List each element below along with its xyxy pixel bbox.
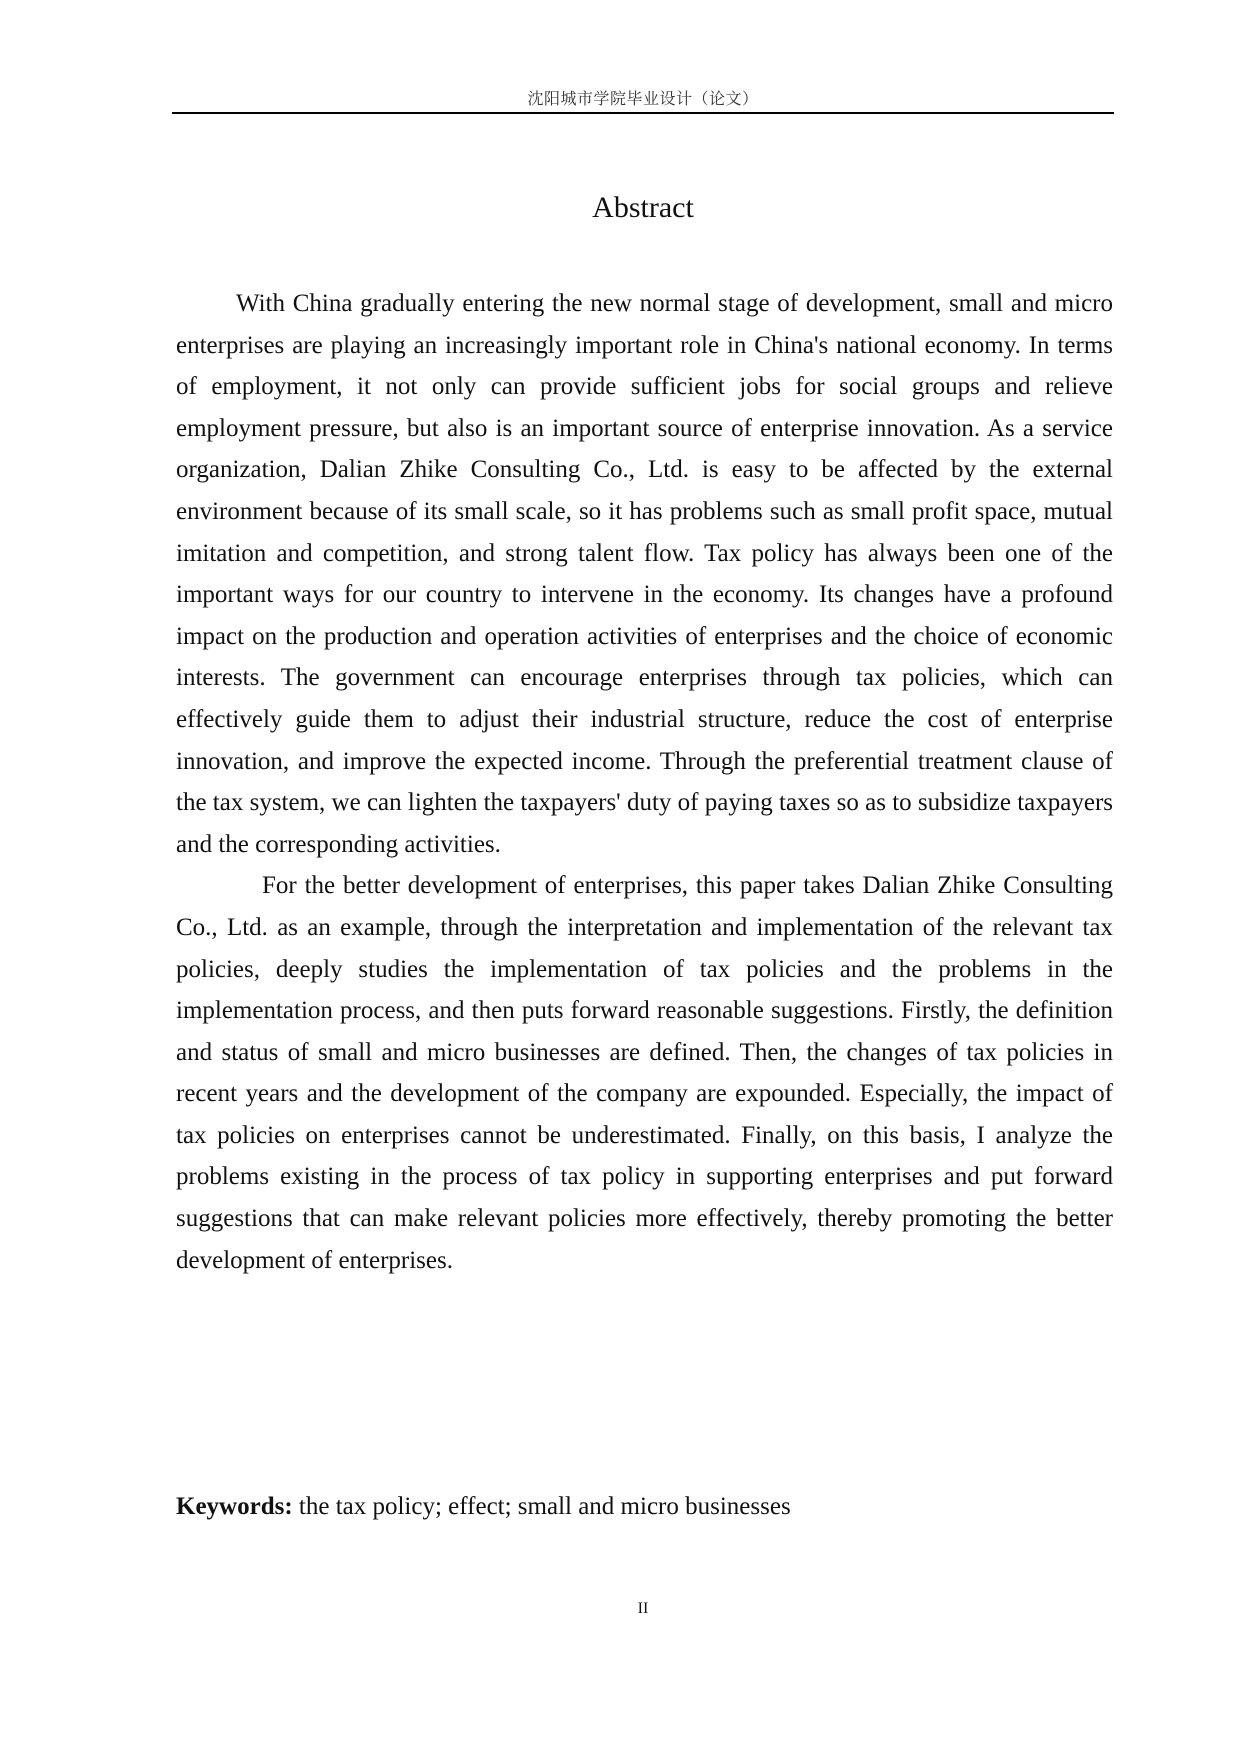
keywords-line	[176, 1490, 1113, 1524]
header-rule	[172, 112, 1114, 114]
keywords-text: the tax policy; effect; small and micro businesses	[292, 1493, 791, 1520]
running-header: 沈阳城市学院毕业设计（论文）	[527, 89, 759, 108]
keywords-label: Keywords:	[176, 1493, 293, 1520]
abstract-body	[176, 283, 1113, 1281]
abstract-paragraph-2: For the better development of enterprises, this paper takes Dalian Zhike Consulting Co., Ltd. as an example, through the interpretation and implementation of the relevant tax policies, deeply studies the implementation of tax policies and the problems in the implementation process, and then puts forward reasonable suggestions. Firstly, the definition and status of small and micro businesses are defined. Then, the changes of tax policies in recent years and the development of the company are expounded. Especially, the impact of tax policies on enterprises cannot be underestimated. Finally, on this basis, I analyze the problems existing in the process of tax policy in supporting enterprises and put forward suggestions that can make relevant policies more effectively, thereby promoting the better development of enterprises.	[176, 872, 1113, 1274]
abstract-paragraph-1: With China gradually entering the new normal stage of development, small and micro enterprises are playing an increasingly important role in China's national economy. In terms of employment, it not only can provide sufficient jobs for social groups and relieve employment pressure, but also is an important source of enterprise innovation. As a service organization, Dalian Zhike Consulting Co., Ltd. is easy to be affected by the external environment because of its small scale, so it has problems such as small profit space, mutual imitation and competition, and strong talent flow. Tax policy has always been one of the important ways for our country to intervene in the economy. Its changes have a profound impact on the production and operation activities of enterprises and the choice of economic interests. The government can encourage enterprises through tax policies, which can effectively guide them to adjust their industrial structure, reduce the cost of enterprise innovation, and improve the expected income. Through the preferential treatment clause of the tax system, we can lighten the taxpayers' duty of paying taxes so as to subsidize taxpayers and the corresponding activities.	[176, 290, 1113, 858]
page-number: II	[637, 1600, 649, 1617]
abstract-title: Abstract	[592, 191, 694, 224]
